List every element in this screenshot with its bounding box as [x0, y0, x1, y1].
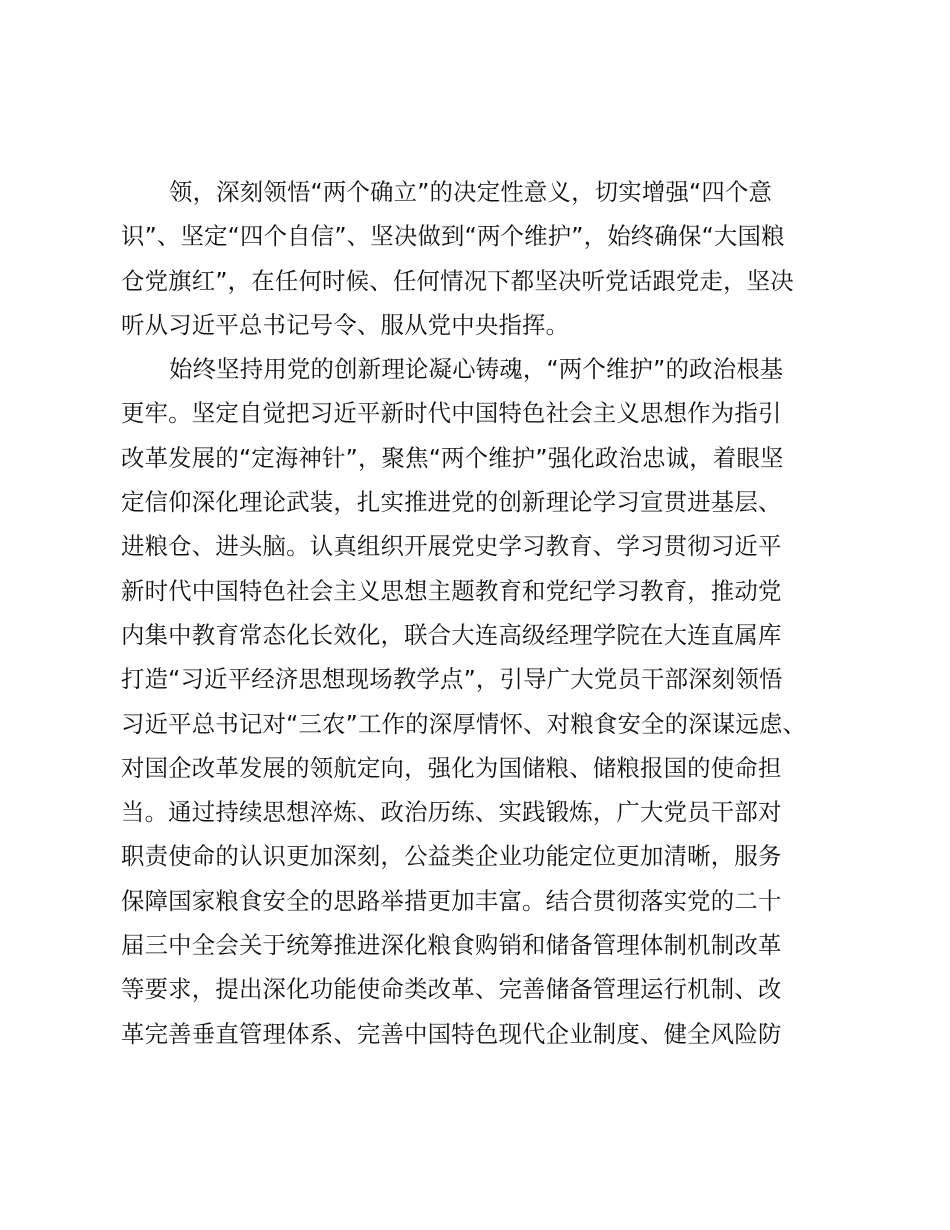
text-line: 进粮仓、进头脑。认真组织开展党史学习教育、学习贯彻习近平	[121, 532, 782, 561]
text-line: 更牢。坚定自觉把习近平新时代中国特色社会主义思想作为指引	[121, 399, 782, 428]
text-line: 等要求，提出深化功能使命类改革、完善储备管理运行机制、改	[121, 975, 782, 1004]
text-line: 识”、坚定“四个自信”、坚决做到“两个维护”，始终确保“大国粮	[121, 222, 785, 251]
text-line: 当。通过持续思想淬炼、政治历练、实践锻炼，广大党员干部对	[121, 798, 782, 827]
text-line: 改革发展的“定海神针”，聚焦“两个维护”强化政治忠诚，着眼坚	[121, 443, 784, 472]
text-line: 习近平总书记对“三农”工作的深厚情怀、对粮食安全的深谋远虑、	[121, 709, 807, 738]
text-line: 职责使命的认识更加深刻，公益类企业功能定位更加清晰，服务	[121, 842, 782, 871]
text-line: 始终坚持用党的创新理论凝心铸魂，“两个维护”的政治根基	[169, 355, 784, 384]
text-line: 仓党旗红”，在任何时候、任何情况下都坚决听党话跟党走，坚决	[121, 266, 794, 295]
paragraph-2	[121, 347, 829, 1056]
paragraph-1	[121, 170, 829, 347]
text-line: 定信仰深化理论武装，扎实推进党的创新理论学习宣贯进基层、	[121, 488, 782, 517]
text-line: 革完善垂直管理体系、完善中国特色现代企业制度、健全风险防	[121, 1019, 782, 1048]
text-line: 届三中全会关于统筹推进深化粮食购销和储备管理体制机制改革	[121, 931, 782, 960]
document-body	[121, 170, 829, 1056]
text-line: 内集中教育常态化长效化，联合大连高级经理学院在大连直属库	[121, 620, 782, 649]
text-line: 打造“习近平经济思想现场教学点”，引导广大党员干部深刻领悟	[121, 665, 783, 694]
text-line: 保障国家粮食安全的思路举措更加丰富。结合贯彻落实党的二十	[121, 886, 782, 915]
text-line: 对国企改革发展的领航定向，强化为国储粮、储粮报国的使命担	[121, 753, 782, 782]
text-line: 领，深刻领悟“两个确立”的决定性意义，切实增强“四个意	[169, 178, 773, 206]
text-line: 新时代中国特色社会主义思想主题教育和党纪学习教育，推动党	[121, 576, 782, 605]
text-line: 听从习近平总书记号令、服从党中央指挥。	[121, 310, 570, 339]
